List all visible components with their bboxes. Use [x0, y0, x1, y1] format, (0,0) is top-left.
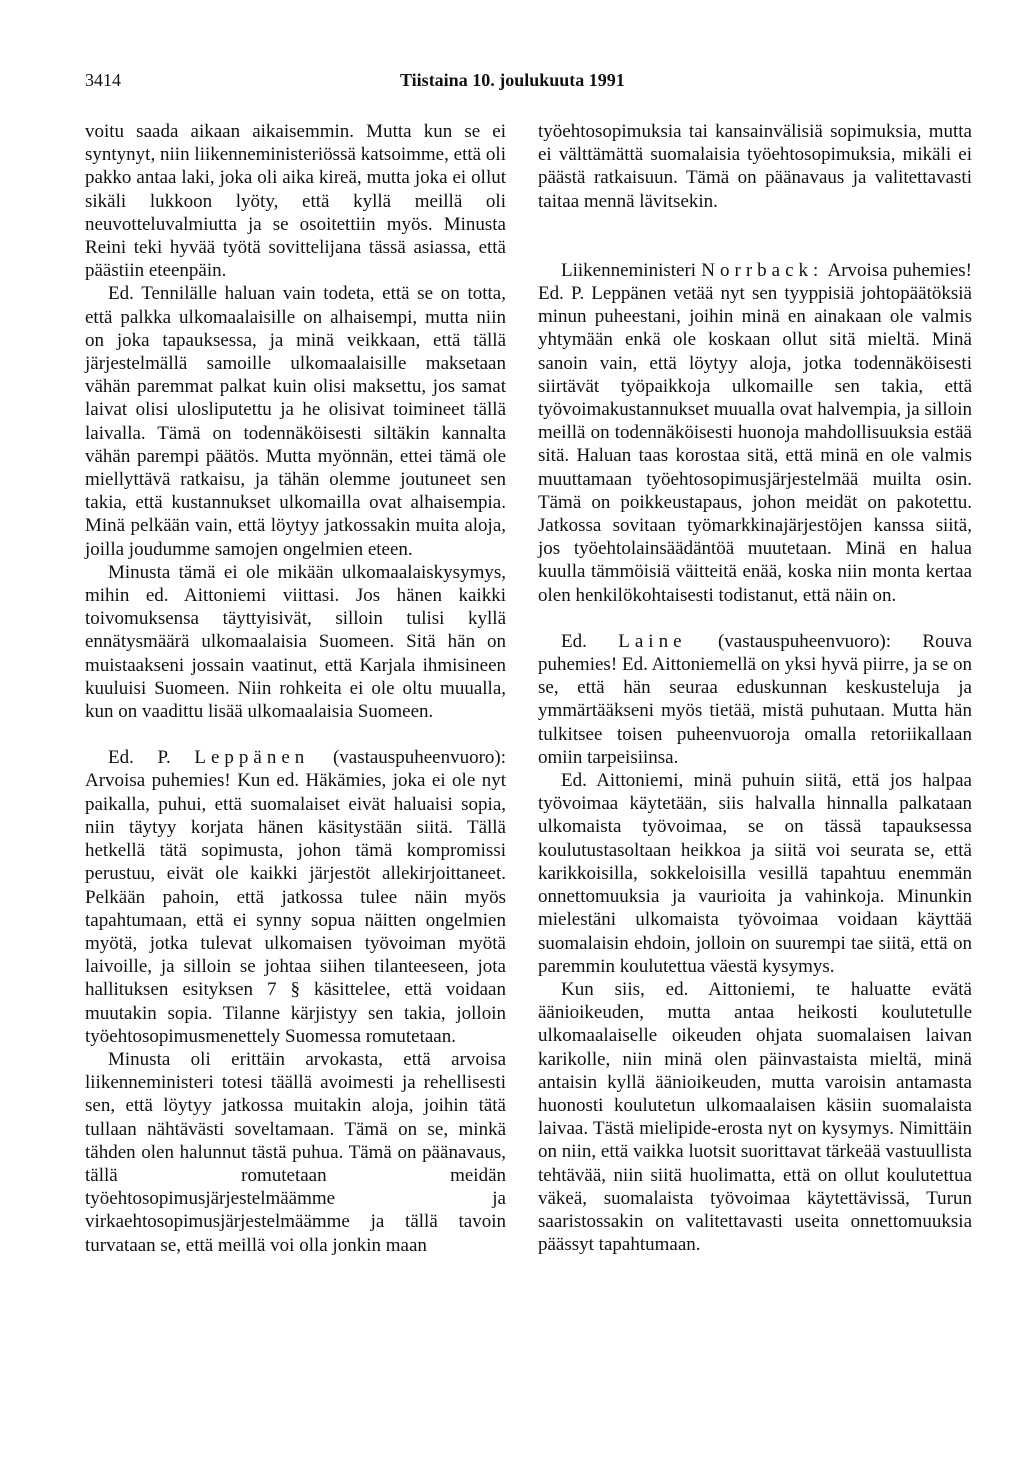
left-column: [85, 120, 506, 1257]
speaker-name: Norrback:: [701, 259, 824, 281]
speech-norrback: [538, 259, 972, 607]
header-date: Tiistaina 10. joulukuuta 1991: [400, 70, 625, 90]
speech-text: (vastauspuheenvuoro): Rouva puhemies! Ed. Aittoniemellä on yksi hyvä piirre, ja se on se, että hän seuraa eduskunnan keskusteluja ja ymmärtääkseni myös tietää, mistä puhutaan. Mutta hän tulkitsee toisen puheenvuoroja omalla retoriikallaan omiin tarpeisiinsa.: [538, 630, 973, 768]
speech-laine: [538, 630, 972, 769]
speaker-prefix: Ed.: [561, 630, 587, 652]
paragraph: Kun siis, ed. Aittoniemi, te haluatte evätä äänioikeuden, mutta antaa heikosti koulutetulle ulkomaalaiselle oikeuden ohjata suomalaisen laivan karikolle, niin minä olen päinvastaista mieltä, minä antaisin kyllä äänioikeuden, mutta varoisin antamasta huonosti koulutetun ulkomaalaisen käsiin suomalaista laivaa. Tästä mielipide-erosta nyt on kysymys. Nimittäin on niin, että vaikka luotsit suorittavat tärkeää vastuullista tehtävää, niin siitä huolimatta, että on ollut koulutettua väkeä, suomalaista työvoimaa käytettävissä, Turun saaristossakin on valitettavasti useita onnettomuuksia päässyt tapahtumaan.: [538, 978, 972, 1256]
paragraph: Minusta oli erittäin arvokasta, että arvoisa liikenneministeri totesi täällä avoimesti ja rehellisesti sen, että löytyy jatkossa muitakin aloja, joihin tätä tullaan nähtävästi soveltamaan. Tämä on se, minkä tähden olen halunnut tästä puhua. Tämä on päänavaus, tällä romutetaan meidän työehtosopimusjärjestelmäämme ja virkaehtosopimusjärjestelmäämme ja tällä tavoin turvataan se, että meillä voi olla jonkin maan: [85, 1048, 506, 1256]
paragraph: Ed. Aittoniemi, minä puhuin siitä, että jos halpaa työvoimaa käytetään, siis halvalla hinnalla palkataan ulkomaista työvoimaa, se on tässä tapauksessa koulutustasoltaan heikkoa ja siitä voi seurata se, että karikkoisilla, sokkeloisilla vesillä tapahtuu enemmän onnettomuuksia ja vaurioita ja vahinkoja. Minunkin mielestäni ulkomaista työvoimaa voidaan käyttää suomalaisin ehdoin, jolloin on suurempi tae siitä, että on paremmin koulutettua väestä kysymys.: [538, 770, 972, 977]
paragraph: työehtosopimuksia tai kansainvälisiä sopimuksia, mutta ei välttämättä suomalaisia työehtosopimuksia, mikäli ei päästä ratkaisuun. Tämä on päänavaus ja valitettavasti taitaa mennä lävitsekin.: [538, 121, 972, 212]
paragraph: Minusta tämä ei ole mikään ulkomaalaiskysymys, mihin ed. Aittoniemi viittasi. Jos hänen kaikki toivomuksensa täyttyisivät, silloin tulisi kyllä ennätysmäärä ulkomaalaisia Suomeen. Sitä hän on muistaakseni jossain vaatinut, että Karjala ihmisineen kuuluisi Suomeen. Niin rohkeita ei ole oltu muualla, kun on vaadittu lisää ulkomaalaisia Suomeen.: [85, 561, 506, 723]
speaker-prefix: Liikenneministeri: [561, 259, 697, 281]
speech-text: Arvoisa puhemies! Ed. P. Leppänen vetää nyt sen tyyppisiä johtopäätöksiä minun puheestani, joihin minä en ainakaan ole valmis yhtymään enkä ole koskaan ollut sitä mieltä. Minä sanoin vain, että löytyy aloja, jotka todennäköisesti siirtävät työpaikkoja ulkomaille sen takia, että työvoimakustannukset muualla ovat halvempia, ja silloin meillä on todennäköisesti huonoja mahdollisuuksia estää sitä. Haluan taas korostaa sitä, että minä en ole valmis muuttamaan työehtosopimusjärjestelmää muilta osin. Tämä on poikkeustapaus, johon meidät on pakotettu. Jatkossa sovitaan työmarkkinajärjestöjen kanssa siitä, jos työehtolainsäädäntöä muutetaan. Minä en halua kuulla tämmöisiä väitteitä enää, koska niin monta kertaa olen henkilökohtaisesti todistanut, että näin on.: [538, 259, 973, 606]
paragraph: Ed. Tennilälle haluan vain todeta, että se on totta, että palkka ulkomaalaisille on alhaisempi, mutta niin on joka tapauksessa, ja minä veikkaan, että tällä järjestelmällä samoille ulkomaalaisille maksetaan vähän paremmat palkat kuin olisi maksettu, jos samat laivat olisi ulosliputettu ja he olisivat toimineet tällä laivalla. Tämä on todennäköisesti siltäkin kannalta vähän parempi päätös. Mutta myönnän, ettei tämä ole miellyttävä ratkaisu, ja tähän olemme joutuneet sen takia, että kustannukset ulkomailla ovat alhaisempia. Minä pelkään vain, että löytyy jatkossakin muita aloja, joilla joudumme samojen ongelmien eteen.: [85, 283, 506, 560]
speaker-name: Leppänen: [194, 747, 310, 769]
right-column: [538, 120, 972, 1256]
page-header: [85, 70, 955, 94]
speaker-prefix: Ed. P.: [108, 747, 171, 769]
paragraph: voitu saada aikaan aikaisemmin. Mutta kun se ei syntynyt, niin liikenneministeriössä katsoimme, että oli pakko antaa laki, joka oli aika kireä, mutta joka ei ollut sikäli lukkoon lyöty, että kyllä meillä oli neuvotteluvalmiutta ja se osoitettiin myös. Minusta Reini teki hyvää työtä sovittelijana tässä asiassa, että päästiin eteenpäin.: [85, 121, 506, 282]
page-number: 3414: [85, 70, 121, 90]
speech-text: (vastauspuheenvuoro): Arvoisa puhemies! Kun ed. Häkämies, joka ei ole nyt paikalla, puhui, että suomalaiset eivät haluaisi sopia, niin täytyy korjata hänen käsitystään siitä. Tällä hetkellä tätä sopimusta, johon tämä kompromissi perustuu, eivät ole kaikki järjestöt allekirjoittaneet. Pelkään pahoin, että jatkossa tulee näin myös tapahtumaan, että ei synny sopua näitten ongelmien myötä, jotka tulevat ulkomaisen työvoiman myötä laivoille, ja silloin se johtaa siihen tilanteeseen, jota hallituksen esityksen 7 § käsittelee, että voidaan muutakin sopia. Tilanne kärjistyy sen takia, jolloin työehtosopimusmenettely Suomessa romutetaan.: [85, 747, 506, 1047]
speaker-name: Laine: [618, 630, 687, 652]
speech-leppanen: [85, 746, 506, 1048]
